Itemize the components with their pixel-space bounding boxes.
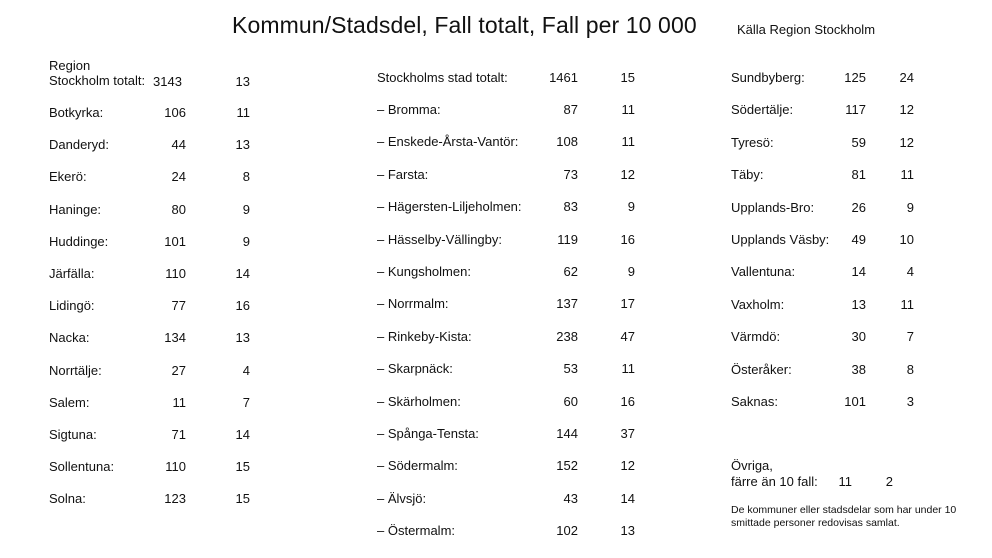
row-cases: 43 xyxy=(563,490,578,506)
row-cases: 119 xyxy=(557,231,578,247)
row-name: – Skarpnäck: xyxy=(377,361,453,377)
row-per-10000: 15 xyxy=(235,459,250,475)
row-per-10000: 11 xyxy=(900,296,914,312)
table-row xyxy=(731,70,916,90)
row-cases: 73 xyxy=(563,166,578,182)
row-per-10000: 9 xyxy=(906,199,914,215)
region-total-label-line2: Stockholm totalt: xyxy=(49,73,146,88)
table-row xyxy=(377,296,637,316)
row-cases: 14 xyxy=(851,264,866,280)
table-row xyxy=(377,394,637,414)
table-row xyxy=(731,232,916,252)
row-cases: 110 xyxy=(165,266,186,281)
row-name: Upplands Väsby: xyxy=(731,232,830,247)
row-per-10000: 4 xyxy=(906,264,914,280)
table-row xyxy=(49,330,259,350)
table-row xyxy=(377,102,637,122)
row-per-10000: 9 xyxy=(627,199,635,215)
row-per-10000: 37 xyxy=(620,426,635,441)
page-title: Kommun/Stadsdel, Fall totalt, Fall per 10 000 xyxy=(232,12,697,38)
row-name: Upplands-Bro: xyxy=(731,199,815,215)
row-cases: 123 xyxy=(164,491,186,507)
row-per-10000: 7 xyxy=(906,329,914,345)
row-per-10000: 9 xyxy=(627,264,635,279)
row-name: Täby: xyxy=(731,167,764,183)
table-row xyxy=(377,458,637,478)
table-row xyxy=(49,234,259,254)
table-row xyxy=(49,137,259,157)
row-cases: 117 xyxy=(845,102,866,118)
row-per-10000: 11 xyxy=(900,167,914,183)
row-name: Haninge: xyxy=(49,201,102,217)
row-name: Sundbyberg: xyxy=(731,70,805,85)
row-cases: 30 xyxy=(851,329,866,345)
row-cases: 80 xyxy=(171,201,186,217)
row-name: – Enskede-Årsta-Vantör: xyxy=(377,134,519,150)
row-name: – Hägersten-Liljeholmen: xyxy=(377,199,522,215)
table-row xyxy=(377,264,637,284)
stockholm-total-cases: 1461 xyxy=(549,70,578,85)
row-per-10000: 12 xyxy=(899,102,914,118)
row-cases: 101 xyxy=(844,394,866,409)
row-per-10000: 9 xyxy=(242,233,250,249)
row-cases: 101 xyxy=(164,233,186,249)
row-per-10000: 3 xyxy=(906,394,914,409)
table-row xyxy=(49,202,259,222)
source-label: Källa Region Stockholm xyxy=(737,22,876,37)
other-label xyxy=(731,458,818,490)
other-label-line1: Övriga, xyxy=(731,458,773,473)
row-cases: 60 xyxy=(563,393,578,409)
row-per-10000: 12 xyxy=(620,458,635,474)
table-row xyxy=(377,199,637,219)
row-name: Salem: xyxy=(49,394,90,410)
table-row xyxy=(377,361,637,381)
region-total-per: 13 xyxy=(235,74,250,89)
table-row xyxy=(731,102,916,122)
other-cases: 11 xyxy=(838,474,852,489)
row-cases: 49 xyxy=(851,232,866,247)
table-row xyxy=(731,329,916,349)
row-name: Solna: xyxy=(49,491,86,507)
other-row xyxy=(731,458,931,492)
row-name: Sigtuna: xyxy=(49,427,97,442)
row-cases: 152 xyxy=(556,458,578,474)
row-per-10000: 12 xyxy=(620,166,635,182)
row-name: – Bromma: xyxy=(377,102,441,117)
row-name: – Älvsjö: xyxy=(377,490,427,506)
row-name: Sollentuna: xyxy=(49,459,115,475)
row-cases: 125 xyxy=(844,70,866,85)
other-per: 2 xyxy=(885,474,893,489)
row-per-10000: 14 xyxy=(235,266,250,281)
row-cases: 102 xyxy=(556,523,578,539)
row-per-10000: 24 xyxy=(899,70,914,85)
table-row xyxy=(49,395,259,415)
row-per-10000: 16 xyxy=(235,298,250,314)
table-row xyxy=(731,394,916,414)
row-cases: 110 xyxy=(165,459,186,475)
row-name: – Rinkeby-Kista: xyxy=(377,328,472,344)
row-name: – Östermalm: xyxy=(377,523,456,539)
stockholm-total-label: Stockholms stad totalt: xyxy=(377,70,508,85)
row-cases: 44 xyxy=(171,137,186,153)
row-cases: 77 xyxy=(171,298,186,314)
region-total-label-line1: Region xyxy=(49,58,91,73)
row-name: – Kungsholmen: xyxy=(377,264,471,279)
row-per-10000: 7 xyxy=(242,394,250,410)
table-row xyxy=(377,491,637,511)
stockholm-total-row xyxy=(377,70,637,90)
row-name: Södertälje: xyxy=(731,102,794,118)
row-name: Vaxholm: xyxy=(731,296,785,312)
table-row xyxy=(49,491,259,511)
row-per-10000: 14 xyxy=(235,427,250,442)
row-cases: 71 xyxy=(171,427,186,442)
row-name: Huddinge: xyxy=(49,233,109,249)
row-cases: 62 xyxy=(563,264,578,279)
row-name: Danderyd: xyxy=(49,137,109,153)
region-total-cases: 3143 xyxy=(153,74,182,89)
row-name: Lidingö: xyxy=(49,298,95,314)
row-per-10000: 16 xyxy=(620,231,635,247)
row-per-10000: 13 xyxy=(235,137,250,153)
table-row xyxy=(731,362,916,382)
table-row xyxy=(377,523,637,543)
row-per-10000: 12 xyxy=(899,134,914,150)
row-per-10000: 11 xyxy=(621,361,635,377)
row-name: Nacka: xyxy=(49,330,90,346)
row-cases: 144 xyxy=(556,426,578,441)
row-name: – Södermalm: xyxy=(377,458,458,474)
other-label-line2: färre än 10 fall: xyxy=(731,474,818,489)
row-name: – Skärholmen: xyxy=(377,393,461,409)
table-row xyxy=(49,459,259,479)
table-row xyxy=(377,134,637,154)
table-row xyxy=(49,266,259,286)
row-cases: 108 xyxy=(556,134,578,150)
row-cases: 27 xyxy=(171,362,186,378)
row-name: Botkyrka: xyxy=(49,105,104,120)
row-cases: 87 xyxy=(563,102,578,117)
table-row xyxy=(49,298,259,318)
row-cases: 24 xyxy=(171,169,186,185)
table-row xyxy=(49,363,259,383)
row-per-10000: 11 xyxy=(621,102,635,117)
row-per-10000: 16 xyxy=(620,393,635,409)
row-per-10000: 9 xyxy=(242,201,250,217)
row-per-10000: 8 xyxy=(242,169,250,185)
row-cases: 106 xyxy=(164,105,186,120)
row-name: – Spånga-Tensta: xyxy=(377,426,479,441)
row-name: Järfälla: xyxy=(49,266,95,281)
row-cases: 81 xyxy=(851,167,866,183)
row-name: – Norrmalm: xyxy=(377,296,449,312)
table-row xyxy=(377,167,637,187)
footnote: De kommuner eller stadsdelar som har under 10 smittade personer redovisas samlat. xyxy=(731,504,957,529)
table-row xyxy=(49,427,259,447)
row-per-10000: 13 xyxy=(620,523,635,539)
row-cases: 11 xyxy=(172,394,186,410)
stockholm-total-per: 15 xyxy=(620,70,635,85)
row-name: Österåker: xyxy=(731,361,792,377)
row-per-10000: 8 xyxy=(906,361,914,377)
table-row xyxy=(49,105,259,125)
row-per-10000: 47 xyxy=(620,328,635,344)
region-total-label xyxy=(49,58,145,88)
row-name: Vallentuna: xyxy=(731,264,796,280)
row-per-10000: 13 xyxy=(235,330,250,346)
row-cases: 53 xyxy=(563,361,578,377)
row-per-10000: 10 xyxy=(899,232,914,247)
table-row xyxy=(377,426,637,446)
table-row xyxy=(731,297,916,317)
row-name: Värmdö: xyxy=(731,329,781,345)
row-cases: 137 xyxy=(556,296,578,312)
row-name: – Farsta: xyxy=(377,166,429,182)
row-name: Saknas: xyxy=(731,394,778,409)
table-row xyxy=(731,200,916,220)
row-cases: 83 xyxy=(563,199,578,215)
region-total-row xyxy=(49,58,259,90)
row-name: Ekerö: xyxy=(49,169,87,185)
table-row xyxy=(731,167,916,187)
table-row xyxy=(49,169,259,189)
row-per-10000: 15 xyxy=(235,491,250,507)
row-per-10000: 17 xyxy=(620,296,635,312)
row-per-10000: 11 xyxy=(236,105,250,120)
table-row xyxy=(377,329,637,349)
table-row xyxy=(731,135,916,155)
row-cases: 26 xyxy=(851,199,866,215)
row-cases: 13 xyxy=(851,296,866,312)
row-per-10000: 4 xyxy=(242,362,250,378)
table-row xyxy=(731,264,916,284)
row-cases: 238 xyxy=(556,328,578,344)
row-name: – Hässelby-Vällingby: xyxy=(377,231,503,247)
row-per-10000: 11 xyxy=(621,134,635,150)
row-cases: 38 xyxy=(851,361,866,377)
row-per-10000: 14 xyxy=(620,490,635,506)
row-cases: 134 xyxy=(164,330,186,346)
table-row xyxy=(377,232,637,252)
row-name: Tyresö: xyxy=(731,134,774,150)
row-cases: 59 xyxy=(851,134,866,150)
row-name: Norrtälje: xyxy=(49,362,102,378)
